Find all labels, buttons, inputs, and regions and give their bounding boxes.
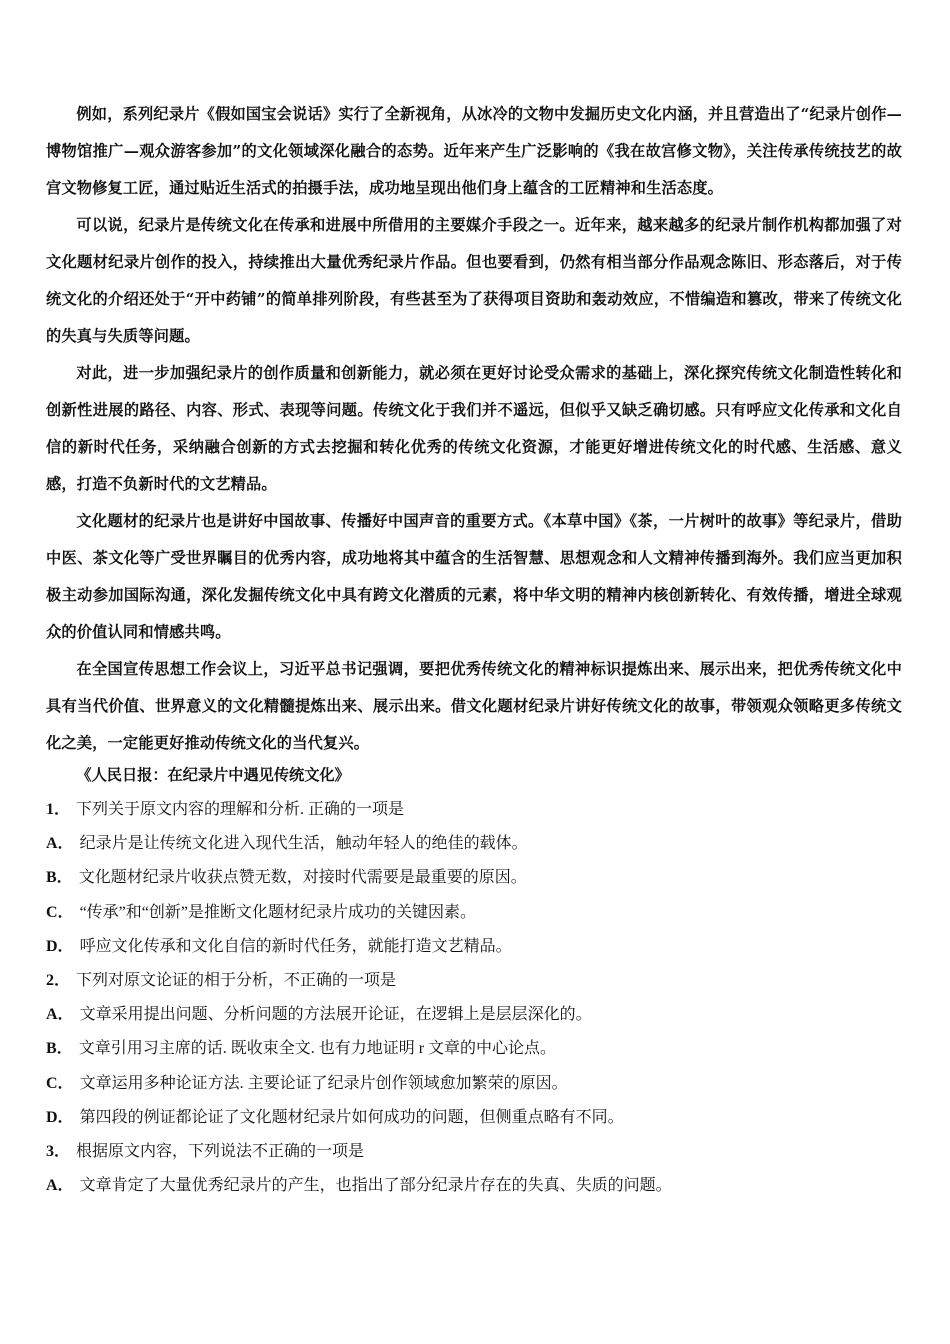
- question-2-option-d: [46, 1101, 902, 1135]
- option-letter: C．: [46, 903, 74, 921]
- question-list: [46, 793, 902, 1203]
- question-2-option-c: [46, 1067, 902, 1101]
- question-number: 2．: [46, 972, 71, 990]
- question-2-option-b: [46, 1032, 902, 1066]
- question-1-option-c: [46, 896, 902, 930]
- question-2-stem: [46, 964, 902, 998]
- option-letter: B．: [46, 1040, 73, 1058]
- question-3-stem: [46, 1135, 902, 1169]
- article-paragraph-3: 对此，进一步加强纪录片的创作质量和创新能力，就必须在更好讨论受众需求的基础上，深化探究传统文化制造性转化和创新性进展的路径、内容、形式、表现等问题。传统文化于我们并不遥远，但似乎又缺乏确切感。只有呼应文化传承和文化自信的新时代任务，采纳融合创新的方式去挖掘和转化优秀的传统文化资源，才能更好增进传统文化的时代感、生活感、意义感，打造不负新时代的文艺精品。: [46, 364, 902, 493]
- article-paragraph-1: 例如，系列纪录片《假如国宝会说话》实行了全新视角，从冰冷的文物中发掘历史文化内涵，并且营造出了“纪录片创作—博物馆推广—观众游客参加”的文化领域深化融合的态势。近年来产生广泛影响的《我在故宫修文物》，关注传承传统技艺的故宫文物修复工匠，通过贴近生活式的拍摄手法，成功地呈现出他们身上蕴含的工匠精神和生活态度。: [46, 105, 902, 197]
- option-letter: A．: [46, 1006, 74, 1024]
- option-letter: C．: [46, 1074, 74, 1092]
- article-paragraph-5: 在全国宣传思想工作会议上，习近平总书记强调，要把优秀传统文化的精神标识提炼出来、展示出来，把优秀传统文化中具有当代价值、世界意义的文化精髓提炼出来、展示出来。借文化题材纪录片讲好传统文化的故事，带领观众领略更多传统文化之美，一定能更好推动传统文化的当代复兴。: [46, 660, 902, 752]
- question-text: 下列关于原文内容的理解和分析. 正确的一项是: [76, 801, 405, 818]
- option-text: 文章引用习主席的话. 既收束全文. 也有力地证明 r 文章的中心论点。: [78, 1040, 557, 1058]
- option-letter: D．: [46, 937, 74, 955]
- option-letter: A．: [46, 835, 74, 853]
- question-1-option-b: [46, 861, 902, 895]
- question-1-stem: [46, 793, 902, 827]
- question-1-option-d: [46, 930, 902, 964]
- option-letter: A．: [46, 1177, 74, 1195]
- article-source: 《人民日报：在纪录片中遇见传统文化》: [76, 766, 350, 784]
- question-number: 3．: [46, 1143, 71, 1161]
- question-3-option-a: [46, 1169, 902, 1203]
- option-text: 呼应文化传承和文化自信的新时代任务，就能打造文艺精品。: [79, 937, 512, 955]
- question-1-option-a: [46, 827, 902, 861]
- question-text: 下列对原文论证的相于分析，不正确的一项是: [76, 972, 397, 990]
- document-page: [46, 96, 902, 1203]
- option-text: “传承”和“创新”是推断文化题材纪录片成功的关键因素。: [79, 903, 476, 921]
- question-number: 1．: [46, 801, 71, 818]
- article-paragraph-4: 文化题材的纪录片也是讲好中国故事、传播好中国声音的重要方式。《本草中国》《茶，一片树叶的故事》等纪录片，借助中医、茶文化等广受世界瞩目的优秀内容，成功地将其中蕴含的生活智慧、思想观念和人文精神传播到海外。我们应当更加积极主动参加国际沟通，深化发掘传统文化中具有跨文化潜质的元素，将中华文明的精神内核创新转化、有效传播，增进全球观众的价值认同和情感共鸣。: [46, 512, 902, 641]
- option-letter: D．: [46, 1108, 74, 1126]
- option-text: 文章运用多种论证方法. 主要论证了纪录片创作领域愈加繁荣的原因。: [79, 1074, 568, 1092]
- article-paragraph-2: 可以说，纪录片是传统文化在传承和进展中所借用的主要媒介手段之一。近年来，越来越多的纪录片制作机构都加强了对文化题材纪录片创作的投入，持续推出大量优秀纪录片作品。但也要看到，仍然有相当部分作品观念陈旧、形态落后，对于传统文化的介绍还处于“开中药铺”的简单排列阶段，有些甚至为了获得项目资助和轰动效应，不惜编造和篡改，带来了传统文化的失真与失质等问题。: [46, 216, 902, 345]
- option-text: 文章肯定了大量优秀纪录片的产生，也指出了部分纪录片存在的失真、失质的问题。: [79, 1177, 672, 1195]
- option-letter: B．: [46, 869, 73, 887]
- option-text: 文章采用提出问题、分析问题的方法展开论证，在逻辑上是层层深化的。: [79, 1006, 592, 1024]
- option-text: 文化题材纪录片收获点赞无数，对接时代需要是最重要的原因。: [78, 869, 527, 887]
- question-2-option-a: [46, 998, 902, 1032]
- question-text: 根据原文内容，下列说法不正确的一项是: [76, 1143, 365, 1161]
- article-body: [46, 96, 902, 790]
- option-text: 第四段的例证都论证了文化题材纪录片如何成功的问题，但侧重点略有不同。: [79, 1108, 624, 1126]
- option-text: 纪录片是让传统文化进入现代生活，触动年轻人的绝佳的载体。: [79, 835, 528, 853]
